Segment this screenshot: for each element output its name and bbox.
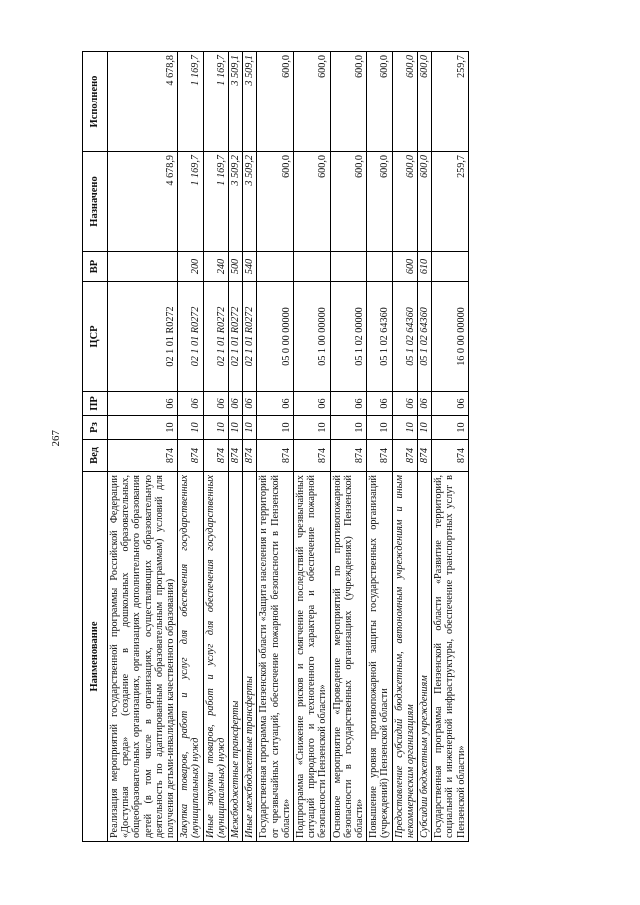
cell-name: Реализация мероприятий государственной программы Российской Федерации «Доступная среда» (создание в дошкольных образовательных, общеобразовательных организациях, организациях дополнительного образования детей (в том числе в организациях, осуществляющих образовательную деятельность по адаптированным образовательным программам) условий для получения детьми-инвалидами качественного образования)	[108, 472, 178, 842]
cell-executed: 1 169,7	[203, 52, 228, 152]
cell-rz: 10	[257, 416, 294, 440]
cell-rz: 10	[203, 416, 228, 440]
cell-csr: 02 1 01 R0272	[203, 282, 228, 392]
cell-rz: 10	[367, 416, 392, 440]
cell-executed: 4 678,8	[108, 52, 178, 152]
cell-executed: 259,7	[432, 52, 469, 152]
cell-assigned: 3 509,2	[243, 152, 257, 252]
cell-executed: 600,0	[418, 52, 432, 152]
table-row	[243, 52, 257, 842]
header-name: Наименование	[83, 472, 108, 842]
cell-pr: 06	[243, 392, 257, 416]
cell-vr: 540	[243, 252, 257, 282]
cell-csr: 16 0 00 00000	[432, 282, 469, 392]
cell-name: Подпрограмма «Снижение рисков и смягчение последствий чрезвычайных ситуаций природного и техногенного характера и обеспечение пожарной безопасности Пензенской области»	[294, 472, 331, 842]
cell-assigned: 4 678,9	[108, 152, 178, 252]
cell-executed: 600,0	[257, 52, 294, 152]
cell-name: Основное мероприятие «Проведение мероприятий по противопожарной безопасности в государственных организациях (учреждениях) Пензенской области»	[330, 472, 367, 842]
budget-table	[82, 51, 469, 842]
cell-pr: 06	[392, 392, 417, 416]
cell-rz: 10	[330, 416, 367, 440]
table-row	[178, 52, 203, 842]
cell-name: Государственная программа Пензенской области «Развитие территорий, социальной и инженерной инфраструктуры, обеспечение транспортных услуг в Пензенской области»	[432, 472, 469, 842]
cell-rz: 10	[229, 416, 243, 440]
cell-executed: 600,0	[367, 52, 392, 152]
header-ved: Вед	[83, 440, 108, 472]
cell-pr: 06	[229, 392, 243, 416]
table-row	[418, 52, 432, 842]
cell-name: Государственная программа Пензенской области «Защита населения и территорий от чрезвычайных ситуаций, обеспечение пожарной безопасности в Пензенской области»	[257, 472, 294, 842]
cell-ved: 874	[367, 440, 392, 472]
cell-assigned: 600,0	[392, 152, 417, 252]
cell-assigned: 600,0	[257, 152, 294, 252]
header-pr: ПР	[83, 392, 108, 416]
cell-assigned: 600,0	[330, 152, 367, 252]
cell-assigned: 259,7	[432, 152, 469, 252]
cell-assigned: 1 169,7	[203, 152, 228, 252]
cell-executed: 600,0	[294, 52, 331, 152]
cell-csr: 02 1 01 R0272	[108, 282, 178, 392]
header-rz: Рз	[83, 416, 108, 440]
cell-name: Иные закупки товаров, работ и услуг для обеспечения государственных (муниципальных) нужд	[203, 472, 228, 842]
cell-vr: 500	[229, 252, 243, 282]
table-row	[432, 52, 469, 842]
rotated-page-content	[82, 52, 552, 842]
cell-name: Закупка товаров, работ и услуг для обеспечения государственных (муниципальных) нужд	[178, 472, 203, 842]
cell-ved: 874	[257, 440, 294, 472]
table-header-row	[83, 52, 108, 842]
cell-ved: 874	[432, 440, 469, 472]
cell-vr	[108, 252, 178, 282]
cell-vr: 240	[203, 252, 228, 282]
cell-rz: 10	[108, 416, 178, 440]
cell-ved: 874	[418, 440, 432, 472]
cell-name: Иные межбюджетные трансферты	[243, 472, 257, 842]
table-row	[392, 52, 417, 842]
header-executed: Исполнено	[83, 52, 108, 152]
cell-name: Субсидии бюджетным учреждениям	[418, 472, 432, 842]
cell-pr: 06	[367, 392, 392, 416]
table-row	[330, 52, 367, 842]
cell-name: Повышение уровня противопожарной защиты государственных организаций (учреждений) Пензенской области	[367, 472, 392, 842]
cell-ved: 874	[229, 440, 243, 472]
table-row	[108, 52, 178, 842]
cell-rz: 10	[418, 416, 432, 440]
cell-pr: 06	[330, 392, 367, 416]
cell-ved: 874	[294, 440, 331, 472]
cell-csr: 05 1 00 00000	[294, 282, 331, 392]
cell-pr: 06	[294, 392, 331, 416]
cell-executed: 600,0	[330, 52, 367, 152]
page-number: 267	[50, 430, 62, 447]
cell-executed: 1 169,7	[178, 52, 203, 152]
cell-pr: 06	[432, 392, 469, 416]
header-assigned: Назначено	[83, 152, 108, 252]
cell-vr: 600	[392, 252, 417, 282]
cell-rz: 10	[392, 416, 417, 440]
cell-vr	[257, 252, 294, 282]
cell-vr	[330, 252, 367, 282]
table-row	[294, 52, 331, 842]
cell-vr: 200	[178, 252, 203, 282]
table-row	[203, 52, 228, 842]
cell-assigned: 3 509,2	[229, 152, 243, 252]
cell-pr: 06	[203, 392, 228, 416]
cell-vr	[432, 252, 469, 282]
cell-vr	[294, 252, 331, 282]
cell-pr: 06	[418, 392, 432, 416]
cell-pr: 06	[257, 392, 294, 416]
table-row	[229, 52, 243, 842]
cell-assigned: 600,0	[418, 152, 432, 252]
cell-ved: 874	[392, 440, 417, 472]
cell-pr: 06	[108, 392, 178, 416]
cell-csr: 05 1 02 64360	[367, 282, 392, 392]
cell-vr	[367, 252, 392, 282]
cell-vr: 610	[418, 252, 432, 282]
cell-ved: 874	[178, 440, 203, 472]
cell-executed: 600,0	[392, 52, 417, 152]
cell-rz: 10	[432, 416, 469, 440]
cell-rz: 10	[243, 416, 257, 440]
cell-rz: 10	[294, 416, 331, 440]
cell-csr: 05 1 02 64360	[418, 282, 432, 392]
cell-csr: 02 1 01 R0272	[229, 282, 243, 392]
cell-rz: 10	[178, 416, 203, 440]
cell-ved: 874	[203, 440, 228, 472]
cell-name: Предоставление субсидий бюджетным, автономным учреждениям и иным некоммерческим организациям	[392, 472, 417, 842]
cell-assigned: 1 169,7	[178, 152, 203, 252]
cell-executed: 3 509,1	[243, 52, 257, 152]
cell-csr: 05 1 02 00000	[330, 282, 367, 392]
cell-csr: 02 1 01 R0272	[243, 282, 257, 392]
header-csr: ЦСР	[83, 282, 108, 392]
table-row	[367, 52, 392, 842]
cell-assigned: 600,0	[367, 152, 392, 252]
cell-ved: 874	[330, 440, 367, 472]
cell-assigned: 600,0	[294, 152, 331, 252]
cell-csr: 05 0 00 00000	[257, 282, 294, 392]
cell-name: Межбюджетные трансферты	[229, 472, 243, 842]
cell-executed: 3 509,1	[229, 52, 243, 152]
cell-ved: 874	[243, 440, 257, 472]
table-row	[257, 52, 294, 842]
header-vr: ВР	[83, 252, 108, 282]
cell-pr: 06	[178, 392, 203, 416]
cell-csr: 05 1 02 64360	[392, 282, 417, 392]
cell-csr: 02 1 01 R0272	[178, 282, 203, 392]
cell-ved: 874	[108, 440, 178, 472]
